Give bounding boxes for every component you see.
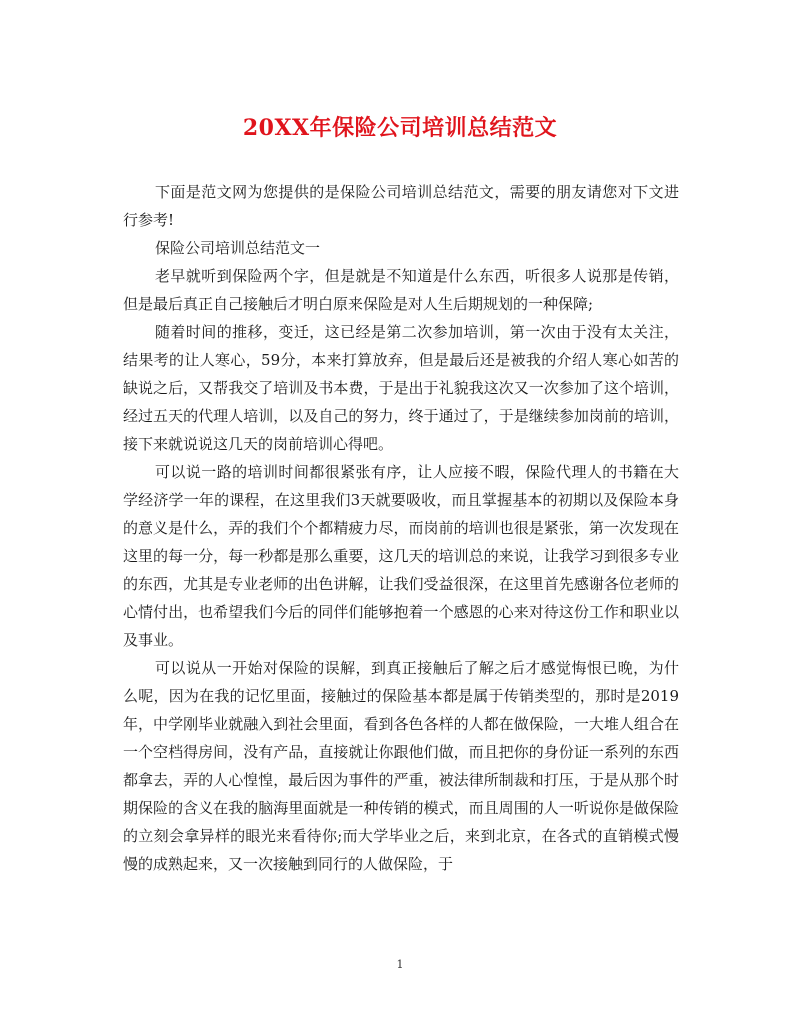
page-number: 1 [396, 958, 404, 971]
body-paragraph: 随着时间的推移，变迁，这已经是第二次参加培训，第一次由于没有太关注，结果考的让人寒心，59分，本来打算放弃，但是最后还是被我的介绍人寒心如苦的缺说之后，又帮我交了培训及书本费，于是出于礼貌我这次又一次参加了这个培训，经过五天的代理人培训，以及自己的努力，终于通过了，于是继续参加岗前的培训，接下来就说说这几天的岗前培训心得吧。 [123, 323, 679, 453]
document-body [123, 178, 679, 878]
body-paragraph: 可以说从一开始对保险的误解，到真正接触后了解之后才感觉悔恨已晚，为什么呢，因为在我的记忆里面，接触过的保险基本都是属于传销类型的，那时是2019年，中学刚毕业就融入到社会里面，看到各色各样的人都在做保险，一大堆人组合在一个空档得房间，没有产品，直接就让你跟他们做，而且把你的身份证一系列的东西都拿去，弄的人心惶惶，最后因为事件的严重，被法律所制裁和打压，于是从那个时期保险的含义在我的脑海里面就是一种传销的模式，而且周围的人一听说你是做保险的立刻会拿异样的眼光来看待你;而大学毕业之后，来到北京，在各式的直销模式慢慢的成熟起来，又一次接触到同行的人做保险，于 [123, 659, 679, 873]
document-title: 20XX年保险公司培训总结范文 [242, 115, 558, 141]
body-paragraph: 可以说一路的培训时间都很紧张有序，让人应接不暇，保险代理人的书籍在大学经济学一年的课程，在这里我们3天就要吸收，而且掌握基本的初期以及保险本身的意义是什么，弄的我们个个都精疲力尽，而岗前的培训也很是紧张，第一次发现在这里的每一分，每一秒都是那么重要，这几天的培训总的来说，让我学习到很多专业的东西，尤其是专业老师的出色讲解，让我们受益很深，在这里首先感谢各位老师的心情付出，也希望我们今后的同伴们能够抱着一个感恩的心来对待这份工作和职业以及事业。 [123, 463, 679, 649]
section-heading: 保险公司培训总结范文一 [155, 239, 321, 257]
intro-paragraph: 下面是范文网为您提供的是保险公司培训总结范文，需要的朋友请您对下文进行参考! [123, 183, 679, 229]
body-paragraph: 老早就听到保险两个字，但是就是不知道是什么东西，听很多人说那是传销，但是最后真正自己接触后才明白原来保险是对人生后期规划的一种保障; [123, 267, 679, 313]
